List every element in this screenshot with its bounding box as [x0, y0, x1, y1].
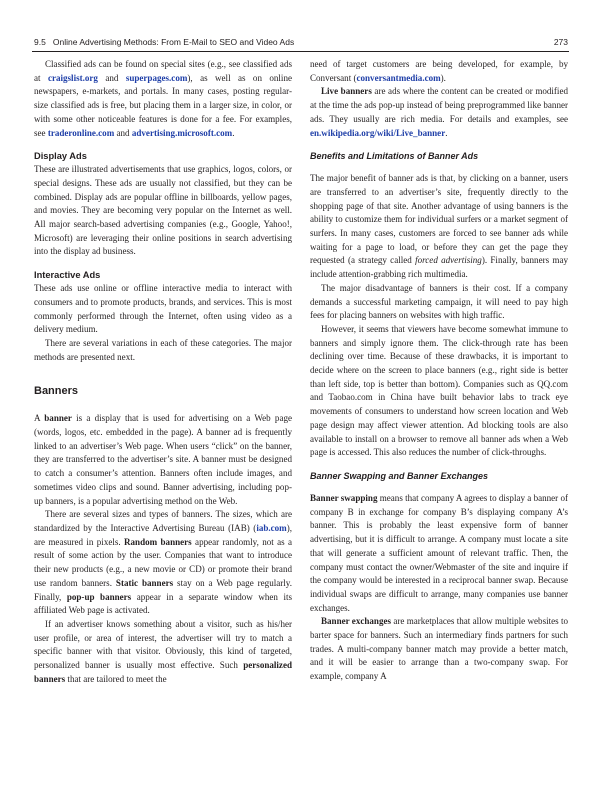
benefits-paragraph	[310, 172, 568, 282]
term-banner: banner	[44, 413, 72, 424]
right-column	[310, 58, 568, 684]
swapping-exchanges-heading: Banner Swapping and Banner Exchanges	[310, 470, 489, 481]
term-live-banners: Live banners	[321, 86, 372, 97]
banners-heading: Banners	[34, 385, 79, 398]
benefits-limitations-heading: Benefits and Limitations of Banner Ads	[310, 151, 479, 162]
text-span: The major benefit of banner ads is that, by clicking on a banner, users are transferred to an advertiser’s site, frequently directly to the shopping page of that site. Another advantage of using banners is the ability to customize them for individual surfers or a market segment of surfers. In many cases, customers are forced to see banner ads while waiting for a page to load, or before they can get the page they requested (a strategy called	[310, 173, 568, 266]
text-span: are marketplaces that allow multiple websites to barter space for banners. Such an intermediary finds partners for such trades. A multi-company banner match may provide a better match, and it will be easier to arrange than a two-company swap. For example, company A	[310, 616, 569, 682]
term-forced-advertising: forced advertising	[415, 255, 482, 266]
term-popup-banners: pop-up banners	[66, 591, 132, 602]
variations-paragraph: There are several variations in each of these categories. The major methods are presented next.	[34, 337, 292, 362]
text-span: that are tailored to meet the	[65, 673, 167, 684]
link-superpages[interactable]: superpages.com	[125, 72, 188, 83]
immunity-paragraph: However, it seems that viewers have become somewhat immune to banners and simply ignore them. The click-through rate has been declining over time. Because of these drawbacks, it is important to decide where on the screen to place banners (e.g., right side is better than left side, top is better than bottom). Companies such as QQ.com and Taobao.com in China have built behavior labs to track eye movements of consumers to understand how screen location and Web page design may affect viewer attention. Ad blocking tools are also available to install on a browser to remove all banner ads when a Web page is accessed. This also reduces the number of click-throughs.	[310, 323, 568, 458]
text-span: appear randomly, not as a result of some action by the user. Companies that want to introduce their new products (e.g., a new movie or CD) or promote their brand use random banners.	[34, 536, 292, 588]
display-ads-paragraph: These are illustrated advertisements that use graphics, logos, colors, or special designs. These ads are usually not classified, but they can be combined. Display ads are popular offline in billboards, yellow pages, and movies. They are becoming very popular on the Internet as well. All major search-based advertising companies (e.g., Google, Yahoo!, Microsoft) are leveraging their online positions in search advertising into the display ad business.	[34, 164, 292, 257]
text-span: Classified ads can be found on special sites (e.g., see classified ads at	[34, 59, 292, 83]
link-craigslist[interactable]: craigslist.org	[47, 72, 98, 83]
text-span: ), as well as on online newspapers, e-markets, and portals. In many cases, posting regular-size classified ads is free, but placing them in a larger size, in color, or with some other noticeable features is done for a fee. For examples, see	[34, 72, 292, 138]
text-span: need of target customers are being developed, for example, by Conversant (	[310, 59, 568, 83]
interactive-ads-heading: Interactive Ads	[34, 270, 101, 281]
text-span: appear in a separate window when its affiliated Web page is activated.	[34, 591, 293, 616]
classified-paragraph	[34, 58, 292, 140]
banner-swapping-paragraph	[310, 492, 568, 615]
text-span: .	[232, 127, 235, 138]
term-random-banners: Random banners	[124, 536, 192, 547]
text-span: and	[97, 72, 126, 83]
personalized-banners-paragraph	[34, 618, 292, 687]
display-ads-heading: Display Ads	[34, 151, 87, 162]
link-iab[interactable]: iab.com	[256, 522, 287, 533]
text-span: .	[445, 127, 448, 138]
header-section-title	[34, 37, 294, 47]
text-span: There are several sizes and types of banners. The sizes, which are standardized by the Interactive Advertising Bureau (IAB) (	[34, 509, 292, 533]
link-advertising-microsoft[interactable]: advertising.microsoft.com	[131, 127, 233, 138]
running-header	[34, 37, 568, 49]
link-traderonline[interactable]: traderonline.com	[47, 127, 115, 138]
text-span: ). Finally, banners may include attention-grabbing rich multimedia.	[310, 255, 568, 280]
text-span: If an advertiser knows something about a visitor, such as his/her user profile, or area of interest, the advertiser will try to match a specific banner with that visitor. Obviously, this kind of targeted, personalized banner is usually most effective. Such	[34, 618, 292, 671]
term-personalized-banners: personalized banners	[34, 660, 292, 684]
page-number: 273	[553, 37, 568, 47]
link-wikipedia-live-banner[interactable]: en.wikipedia.org/wiki/Live_banner	[310, 127, 446, 138]
section-title: Online Advertising Methods: From E-Mail to SEO and Video Ads	[52, 37, 295, 47]
interactive-ads-paragraph: These ads use online or offline interactive media to interact with consumers and to promote products, brands, and services. This is most commonly performed through the Internet, often using video as a delivery medium.	[34, 283, 292, 335]
banner-exchanges-paragraph	[310, 615, 568, 684]
text-span: ), are measured in pixels.	[34, 522, 292, 547]
text-span: and	[114, 127, 132, 138]
text-span: means that company A agrees to display a banner of company B in exchange for company B’s displaying company A’s banner. This is probably the least expensive form of banner advertising, but it is difficult to arrange. A company must locate a site that will generate a sufficient amount of relevant traffic. Then, the company must contact the owner/Webmaster of the site and inquire if the company would be interested in a reciprocal banner swap. Because individual swaps are difficult to arrange, many companies use banner exchanges.	[310, 492, 568, 613]
term-banner-exchanges: Banner exchanges	[321, 616, 392, 627]
live-banners-paragraph	[310, 85, 568, 140]
text-span: is a display that is used for advertising on a Web page (words, logos, etc. embedded in the page). A banner ad is frequently linked to an advertiser’s Web page. When users “click” on the banner, they are transferred to the advertiser’s site. A banner must be designed to catch a consumer’s attention. Banners often include images, and sometimes video clips and sound. Banner advertising, including pop-up banners, is a popular advertising method on the Web.	[34, 413, 293, 506]
text-span: A	[34, 413, 45, 424]
term-static-banners: Static banners	[115, 577, 174, 588]
text-span: ).	[440, 72, 446, 83]
section-number: 9.5	[34, 37, 46, 47]
text-span: stay on a Web page regularly. Finally,	[34, 577, 292, 602]
header-rule	[32, 51, 569, 52]
left-column	[34, 58, 292, 686]
banner-definition-paragraph	[34, 412, 292, 508]
text-span: are ads where the content can be created or modified at the time the ads pop-up instead of being preprogrammed like banner ads. They usually are rich media. For details and examples, see	[310, 86, 568, 124]
term-banner-swapping: Banner swapping	[310, 492, 378, 503]
conversant-paragraph	[310, 58, 568, 85]
link-conversant[interactable]: conversantmedia.com	[356, 72, 441, 83]
banner-types-paragraph	[34, 508, 292, 618]
disadvantage-paragraph: The major disadvantage of banners is their cost. If a company demands a successful marketing campaign, it will need to pay high fees for placing banners on websites with high traffic.	[310, 282, 568, 321]
